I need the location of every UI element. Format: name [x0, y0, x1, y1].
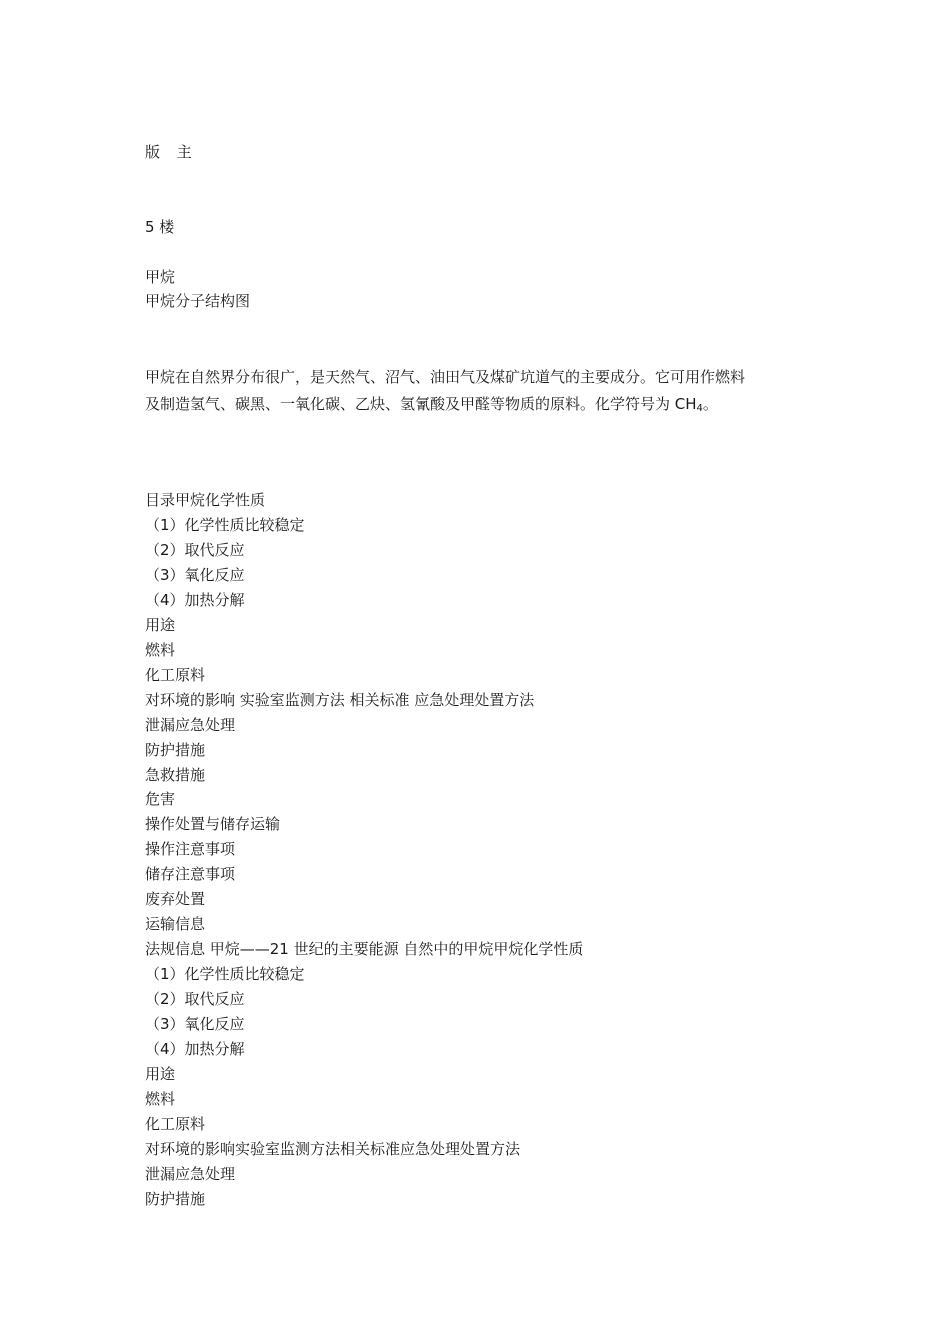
- toc-item[interactable]: 急救措施: [145, 765, 206, 784]
- toc-item[interactable]: 泄漏应急处理: [145, 1164, 236, 1183]
- toc-item[interactable]: 防护措施: [145, 1189, 206, 1208]
- toc-item[interactable]: 防护措施: [145, 740, 206, 759]
- toc-item[interactable]: （1）化学性质比较稳定: [145, 516, 305, 534]
- toc-item[interactable]: （2）取代反应: [145, 990, 245, 1008]
- toc-item[interactable]: 运输信息: [145, 915, 206, 934]
- toc-item[interactable]: 目录甲烷化学性质: [145, 491, 266, 509]
- toc-item[interactable]: 对环境的影响实验室监测方法相关标准应急处理处置方法: [145, 1139, 521, 1158]
- toc-item[interactable]: 对环境的影响 实验室监测方法 相关标准 应急处理处置方法: [145, 690, 535, 709]
- toc-item[interactable]: 化工原料: [145, 665, 206, 684]
- intro-paragraph-end: 。: [702, 395, 718, 413]
- toc-item[interactable]: 操作处置与储存运输: [145, 815, 281, 834]
- intro-paragraph-text: 及制造氢气、碳黑、一氧化碳、乙炔、氢氰酸及甲醛等物质的原料。化学符号为 CH: [145, 395, 697, 413]
- toc-item[interactable]: （1）化学性质比较稳定: [145, 965, 305, 983]
- intro-paragraph-line-2: [145, 394, 718, 414]
- toc-item[interactable]: 废弃处置: [145, 890, 206, 909]
- image-caption: 甲烷分子结构图: [145, 292, 251, 310]
- toc-item[interactable]: 危害: [145, 790, 176, 809]
- toc-item[interactable]: 化工原料: [145, 1114, 206, 1133]
- toc-item[interactable]: （3）氧化反应: [145, 565, 245, 584]
- toc-item[interactable]: 储存注意事项: [145, 865, 236, 884]
- author-role-label: 版 主: [145, 143, 198, 161]
- toc-item[interactable]: 用途: [145, 1064, 176, 1083]
- floor-number: 5 楼: [145, 218, 175, 236]
- toc-item[interactable]: 燃料: [145, 640, 176, 659]
- toc-item[interactable]: 法规信息 甲烷——21 世纪的主要能源 自然中的甲烷甲烷化学性质: [145, 940, 584, 959]
- intro-paragraph-line-1: 甲烷在自然界分布很广，是天然气、沼气、油田气及煤矿坑道气的主要成分。它可用作燃料: [145, 368, 746, 386]
- formula-subscript: 4: [696, 403, 703, 414]
- toc-item[interactable]: 泄漏应急处理: [145, 715, 236, 734]
- toc-item[interactable]: （2）取代反应: [145, 540, 245, 559]
- toc-item[interactable]: 用途: [145, 615, 176, 634]
- toc-item[interactable]: （4）加热分解: [145, 1039, 245, 1058]
- toc-item[interactable]: （4）加热分解: [145, 590, 245, 609]
- toc-item[interactable]: 操作注意事项: [145, 840, 236, 859]
- article-title: 甲烷: [145, 268, 176, 286]
- toc-item[interactable]: 燃料: [145, 1089, 176, 1108]
- toc-item[interactable]: （3）氧化反应: [145, 1014, 245, 1033]
